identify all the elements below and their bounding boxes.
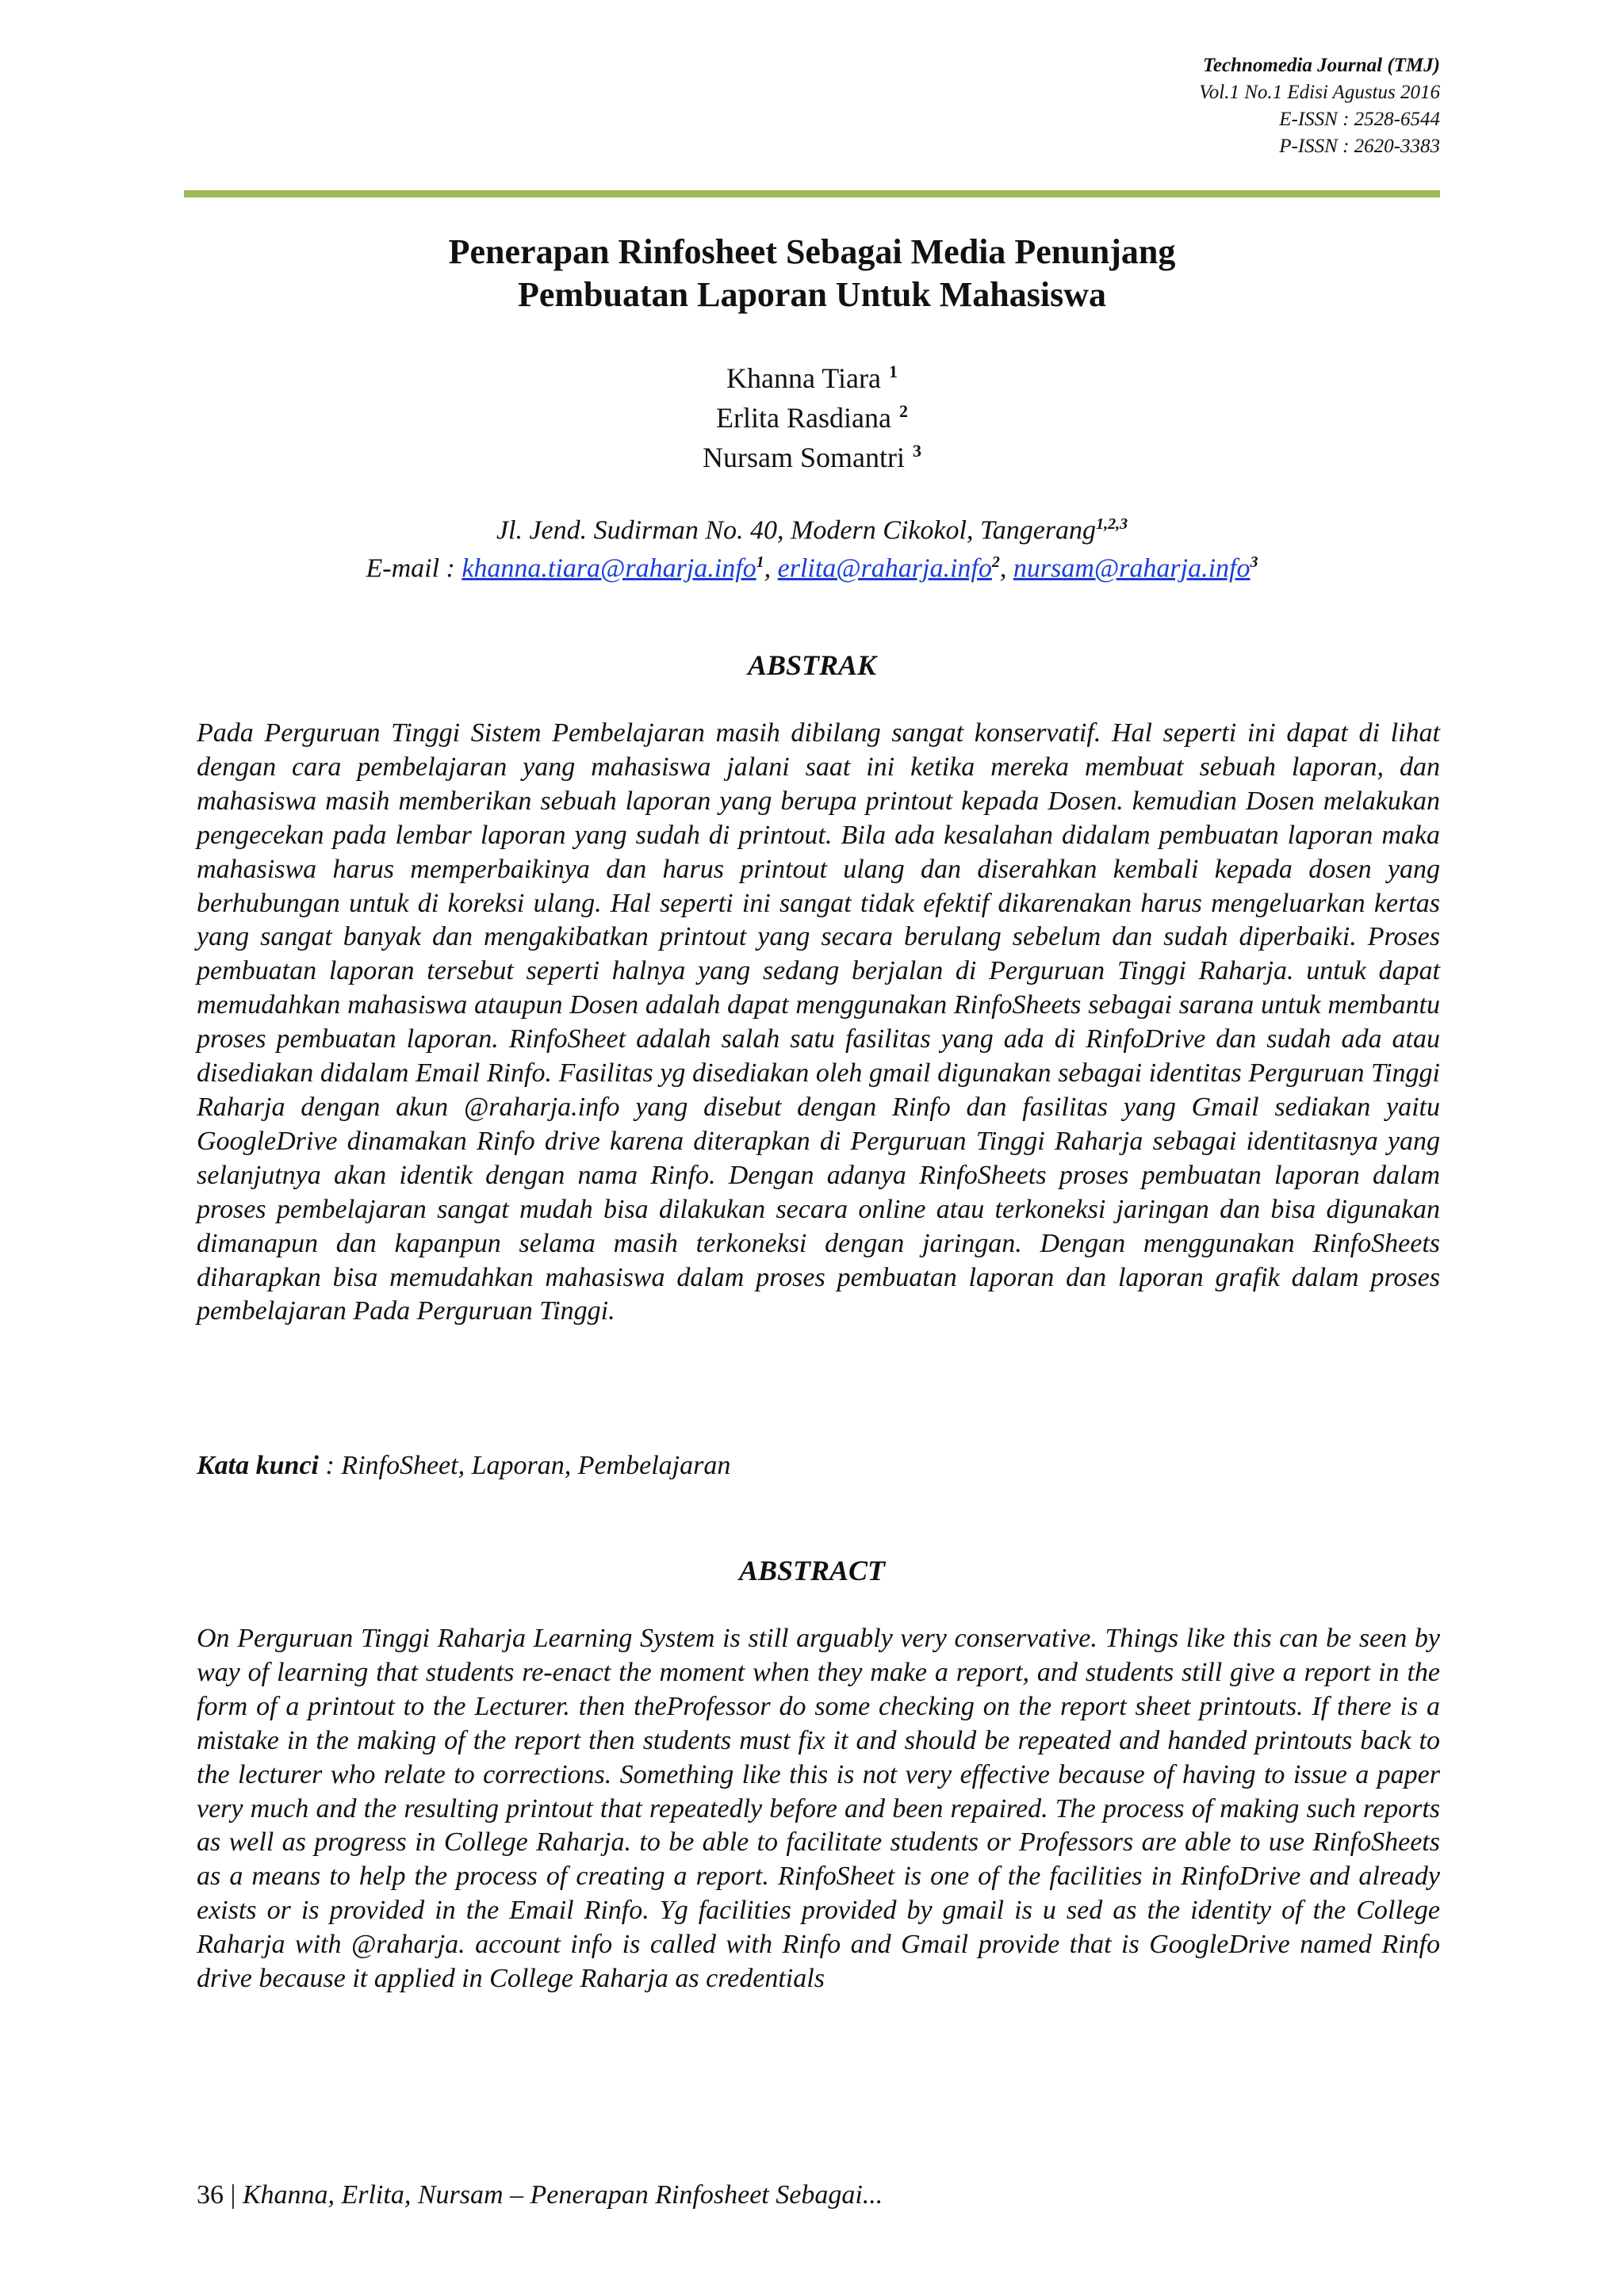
abstract-heading: ABSTRACT (738, 1555, 886, 1586)
author-sup: 3 (912, 441, 921, 461)
journal-name: Technomedia Journal (TMJ) (1202, 55, 1440, 76)
abstrak-heading: ABSTRAK (747, 649, 877, 681)
email-sep: , (999, 553, 1013, 584)
affiliation-emails (184, 545, 1440, 585)
email-link-1[interactable]: khanna.tiara@raharja.info (462, 553, 756, 584)
author-name: Khanna Tiara (726, 362, 881, 394)
abstrak-body: Pada Perguruan Tinggi Sistem Pembelajaran masih dibilang sangat konservatif. Hal seperti ini dapat di lihat dengan cara pembelajaran yang mahasiswa jalani saat ini ketika mereka membuat sebuah laporan, dan mahasiswa masih memberikan sebuah laporan yang berupa printout kepada Dosen. kemudian Dosen melakukan pengecekan pada lembar laporan yang sudah di printout. Bila ada kesalahan didalam pembuatan laporan maka mahasiswa harus memperbaikinya dan harus printout ulang dan diserahkan kembali kepada dosen yang berhubungan untuk di koreksi ulang. Hal seperti ini sangat tidak efektif dikarenakan harus mengeluarkan kertas yang sangat banyak dan mengakibatkan printout yang secara berulang sebelum dan sudah diperbaiki. Proses pembuatan laporan tersebut seperti halnya yang sedang berjalan di Perguruan Tinggi Raharja. untuk dapat memudahkan mahasiswa ataupun Dosen adalah dapat menggunakan RinfoSheets sebagai sarana untuk membantu proses pembuatan laporan. RinfoSheet adalah salah satu fasilitas yang ada di RinfoDrive dan sudah ada atau disediakan didalam Email Rinfo. Fasilitas yg disediakan oleh gmail digunakan sebagai identitas Perguruan Tinggi Raharja dengan akun @raharja.info yang disebut dengan Rinfo dan fasilitas yang Gmail sediakan yaitu GoogleDrive dinamakan Rinfo drive karena diterapkan di Perguruan Tinggi Raharja sebagai identitasnya yang selanjutnya akan identik dengan nama Rinfo. Dengan adanya RinfoSheets proses pembuatan laporan dalam proses pembelajaran sangat mudah bisa dilakukan secara online atau terkoneksi jaringan dan bisa digunakan dimanapun dan kapanpun selama masih terkoneksi dengan jaringan. Dengan menggunakan RinfoSheets diharapkan bisa memudahkan mahasiswa dalam proses pembuatan laporan dan laporan grafik dalam proses pembelajaran Pada Perguruan Tinggi. (197, 718, 1440, 1326)
keywords-label: Kata kunci (197, 1451, 319, 1480)
affiliation-address (184, 507, 1440, 547)
page-footer (197, 2179, 1307, 2212)
address-text: Jl. Jend. Sudirman No. 40, Modern Cikokol, Tangerang (496, 515, 1097, 545)
abstract-body: On Perguruan Tinggi Raharja Learning System is still arguably very conservative. Things like this can be seen by way of learning that students re-enact the moment when they make a report, and students still give a report in the form of a printout to the Lecturer. then theProfessor do some checking on the report sheet printouts. If there is a mistake in the making of the report then students must fix it and should be repeated and handed printouts back to the lecturer who relate to corrections. Something like this is not very effective because of having to issue a paper very much and the resulting printout that repeatedly before and been repaired. The process of making such reports as well as progress in College Raharja. to be able to facilitate students or Professors are able to use RinfoSheets as a means to help the process of creating a report. RinfoSheet is one of the facilities in RinfoDrive and already exists or is provided in the Email Rinfo. Yg facilities provided by gmail is u sed as the identity of the College Raharja with @raharja. account info is called with Rinfo and Gmail provide that is GoogleDrive named Rinfo drive because it applied in College Raharja as credentials (197, 1624, 1440, 1994)
paper-title-line2: Pembuatan Laporan Untuk Mahasiswa (517, 275, 1107, 314)
footer-running-title: Khanna, Erlita, Nursam – Penerapan Rinfosheet Sebagai... (242, 2180, 883, 2210)
email-link-2[interactable]: erlita@raharja.info (777, 553, 992, 584)
email-sep: , (764, 553, 778, 584)
author-sup: 2 (898, 401, 908, 421)
journal-header (964, 52, 1440, 160)
author-2 (580, 401, 1044, 434)
journal-volume: Vol.1 No.1 Edisi Agustus 2016 (1199, 82, 1440, 103)
email-sup-2: 2 (991, 553, 1000, 571)
email-link-3[interactable]: nursam@raharja.info (1013, 553, 1251, 584)
paper-title-line1: Penerapan Rinfosheet Sebagai Media Penunjang (448, 232, 1176, 271)
keywords (197, 1449, 1440, 1483)
author-1 (580, 362, 1044, 395)
author-name: Erlita Rasdiana (716, 402, 891, 434)
address-sup: 1,2,3 (1096, 515, 1128, 533)
page-number: 36 | (197, 2180, 243, 2210)
author-3 (580, 441, 1044, 474)
author-name: Nursam Somantri (703, 442, 905, 473)
author-sup: 1 (888, 362, 898, 381)
header-rule (184, 190, 1440, 197)
keywords-text: : RinfoSheet, Laporan, Pembelajaran (318, 1451, 731, 1480)
email-label: E-mail : (366, 553, 462, 584)
email-sup-3: 3 (1250, 553, 1258, 571)
journal-pissn: P-ISSN : 2620-3383 (1279, 136, 1440, 157)
journal-eissn: E-ISSN : 2528-6544 (1279, 109, 1440, 130)
email-sup-1: 1 (756, 553, 764, 571)
